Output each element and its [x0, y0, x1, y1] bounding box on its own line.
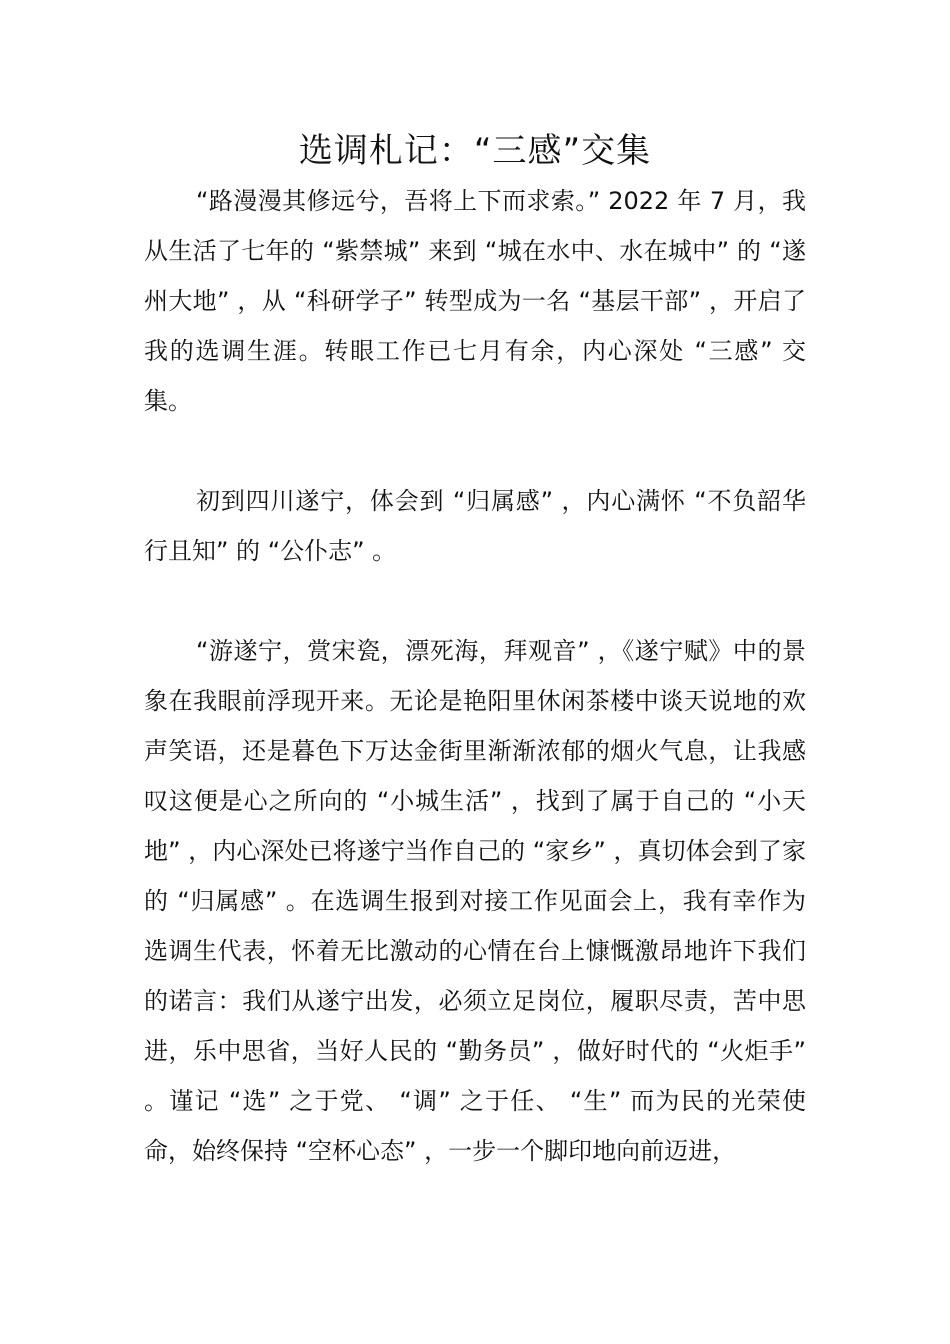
paragraph-intro: “路漫漫其修远兮，吾将上下而求索。” 2022 年 7 月，我从生活了七年的 “紫禁城” 来到 “城在水中、水在城中” 的 “遂州大地” ，从 “科研学子” 转型成为一名 “基层干部” ，开启了我的选调生涯。转眼工作已七月有余，内心深处 “三感” 交集。 [144, 187, 806, 415]
paragraph-body: “游遂宁，赏宋瓷，漂死海，拜观音” ，《遂宁赋》中的景象在我眼前浮现开来。无论是艳阳里休闲茶楼中谈天说地的欢声笑语，还是暮色下万达金街里渐渐浓郁的烟火气息，让我感叹这便是心之所向的 “小城生活” ，找到了属于自己的 “小天地” ，内心深处已将遂宁当作自己的 “家乡” ，真切体会到了家的 “归属感” 。在选调生报到对接工作见面会上，我有幸作为选调生代表，怀着无比激动的心情在台上慷慨激昂地许下我们的诺言：我们从遂宁出发，必须立足岗位，履职尽责，苦中思进，乐中思省，当好人民的 “勤务员” ，做好时代的 “火炬手” 。谨记 “选” 之于党、 “调” 之于任、 “生” 而为民的光荣使命，始终保持 “空杯心态” ，一步一个脚印地向前迈进， [144, 637, 806, 1165]
paragraph-spacer [144, 426, 806, 476]
paragraph-spacer [144, 576, 806, 626]
document-body [144, 176, 806, 1176]
paragraph-section-heading: 初到四川遂宁，体会到 “归属感” ，内心满怀 “不负韶华行且知” 的 “公仆志” 。 [144, 487, 806, 565]
document-title: 选调札记：“三感”交集 [298, 131, 652, 171]
